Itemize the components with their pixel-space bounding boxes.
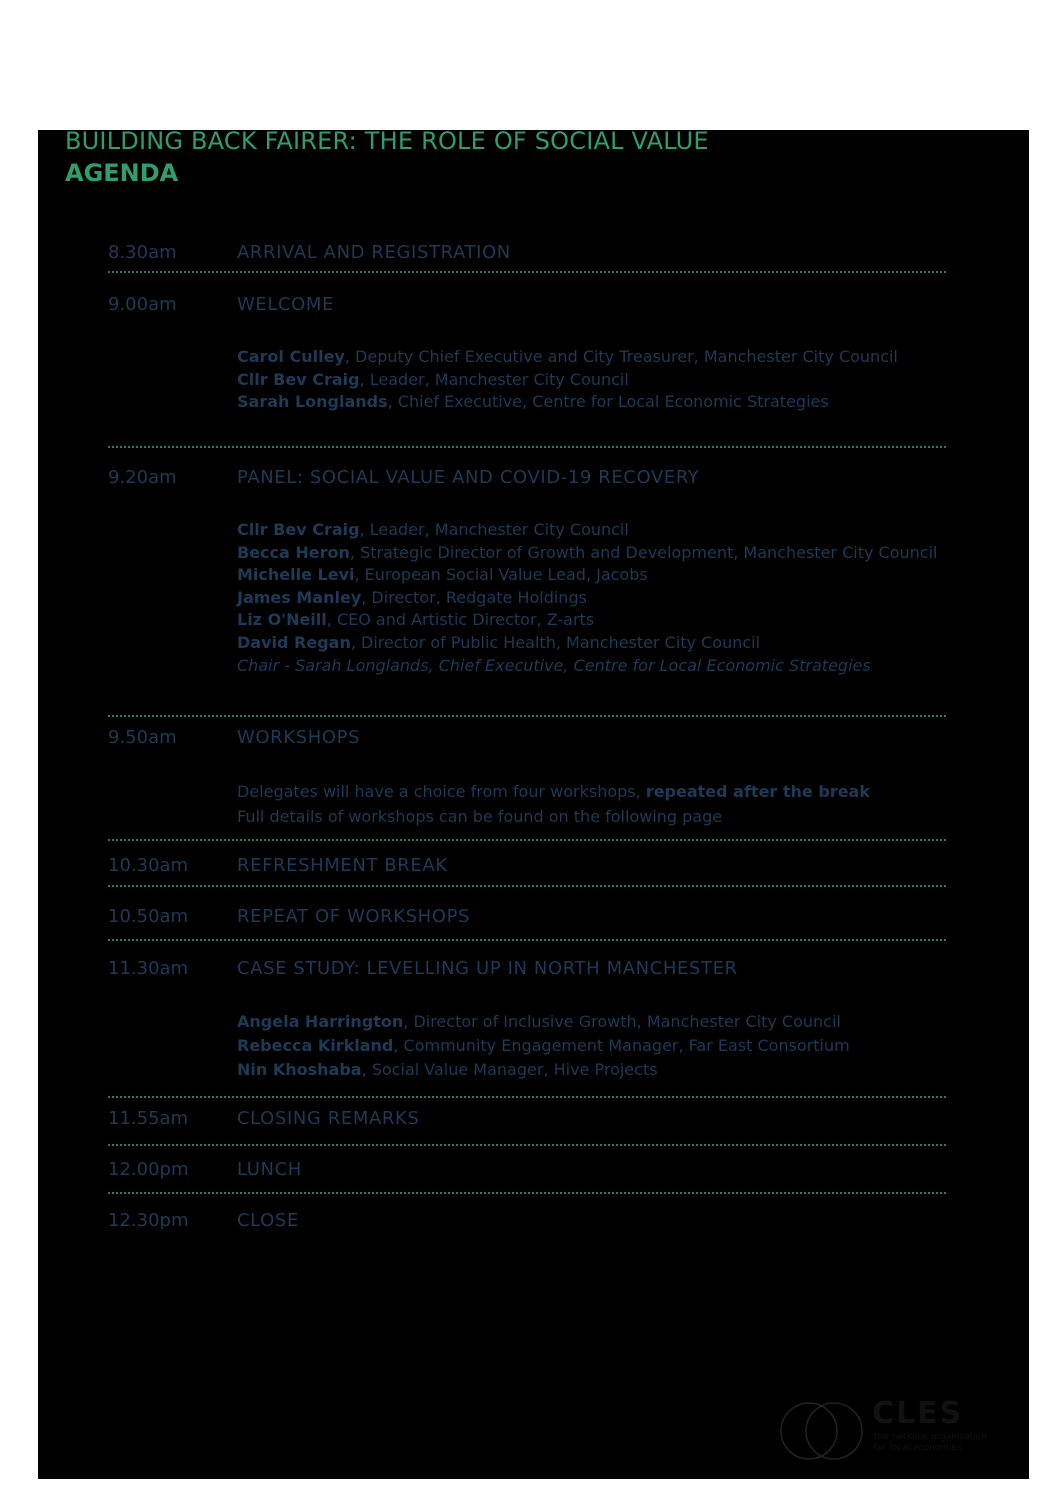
agenda-time: 12.30pm bbox=[108, 1210, 189, 1231]
speaker-role: , Community Engagement Manager, Far East Consortium bbox=[393, 1036, 850, 1055]
speaker-role: , Director of Public Health, Manchester City Council bbox=[350, 632, 761, 652]
speaker-role: , Chief Executive, Centre for Local Economic Strategies bbox=[387, 392, 829, 412]
speaker bbox=[237, 369, 898, 392]
agenda-time: 11.30am bbox=[108, 958, 189, 979]
speaker bbox=[237, 1058, 850, 1082]
workshop-note bbox=[237, 779, 870, 829]
logo-wordmark: CLES bbox=[872, 1396, 964, 1431]
speaker-name: Cllr Bev Craig bbox=[237, 520, 360, 539]
logo-tagline: for local economies bbox=[874, 1443, 962, 1453]
note-emphasis: repeated after the break bbox=[645, 782, 870, 801]
speaker-role: , Leader, Manchester City Council bbox=[359, 369, 629, 389]
speaker-name: Liz O'Neill bbox=[237, 610, 327, 630]
agenda-time: 9.50am bbox=[108, 727, 177, 748]
separator bbox=[108, 1144, 946, 1146]
speaker-name: Cllr Bev Craig bbox=[237, 369, 360, 389]
note-text: Full details of workshops can be found on the following page bbox=[237, 807, 723, 826]
cles-logo bbox=[778, 1396, 1018, 1462]
speaker-role: , Social Value Manager, Hive Projects bbox=[361, 1060, 658, 1079]
note-text: Delegates will have a choice from four workshops, bbox=[237, 782, 646, 801]
agenda-time: 9.20am bbox=[108, 467, 177, 488]
speaker-name: James Manley bbox=[237, 587, 362, 607]
speaker bbox=[237, 587, 937, 610]
speaker bbox=[237, 609, 937, 632]
speaker-role: , Director of Inclusive Growth, Manchester City Council bbox=[403, 1012, 841, 1031]
agenda-time: 8.30am bbox=[108, 242, 177, 263]
speaker bbox=[237, 391, 898, 414]
speaker-name: Becca Heron bbox=[237, 542, 350, 562]
agenda-label: WORKSHOPS bbox=[237, 727, 361, 748]
speaker bbox=[237, 346, 898, 369]
speaker-role: , European Social Value Lead, Jacobs bbox=[354, 565, 648, 585]
agenda-label: CLOSE bbox=[237, 1210, 299, 1231]
agenda-label: REPEAT OF WORKSHOPS bbox=[237, 906, 471, 927]
agenda-label: ARRIVAL AND REGISTRATION bbox=[237, 242, 511, 263]
separator bbox=[108, 271, 946, 273]
agenda-time: 11.55am bbox=[108, 1108, 189, 1129]
logo-tagline: the national organisation bbox=[874, 1432, 987, 1442]
agenda-label: LUNCH bbox=[237, 1159, 302, 1180]
speaker bbox=[237, 519, 937, 542]
speaker-name: David Regan bbox=[237, 632, 351, 652]
speaker bbox=[237, 564, 937, 587]
speaker bbox=[237, 632, 937, 655]
speaker-role: , Leader, Manchester City Council bbox=[359, 520, 629, 539]
speaker-role: , Deputy Chief Executive and City Treasurer, Manchester City Council bbox=[344, 347, 898, 366]
separator bbox=[108, 839, 946, 841]
speaker bbox=[237, 1010, 850, 1034]
agenda-label: PANEL: SOCIAL VALUE AND COVID-19 RECOVERY bbox=[237, 467, 700, 488]
agenda-label: REFRESHMENT BREAK bbox=[237, 855, 448, 876]
agenda-time: 10.30am bbox=[108, 855, 189, 876]
agenda-label: WELCOME bbox=[237, 294, 335, 315]
separator bbox=[108, 1096, 946, 1098]
separator bbox=[108, 1192, 946, 1194]
page-subtitle: AGENDA bbox=[65, 159, 179, 187]
cles-rings-icon bbox=[778, 1400, 868, 1462]
speaker bbox=[237, 1034, 850, 1058]
agenda-time: 9.00am bbox=[108, 294, 177, 315]
speaker-name: Sarah Longlands bbox=[237, 392, 388, 412]
panel-chair: Chair - Sarah Longlands, Chief Executive, Centre for Local Economic Strategies bbox=[237, 655, 871, 675]
agenda-label: CLOSING REMARKS bbox=[237, 1108, 420, 1129]
speaker bbox=[237, 542, 937, 565]
speaker-name: Rebecca Kirkland bbox=[237, 1036, 394, 1055]
speaker-list bbox=[237, 519, 937, 677]
speaker-role: , Director, Redgate Holdings bbox=[361, 587, 587, 607]
separator bbox=[108, 446, 946, 448]
page-title: BUILDING BACK FAIRER: THE ROLE OF SOCIAL VALUE bbox=[65, 127, 709, 155]
speaker-name: Michelle Levi bbox=[237, 565, 355, 585]
separator bbox=[108, 715, 946, 717]
separator bbox=[108, 939, 946, 941]
separator bbox=[108, 885, 946, 887]
speaker-role: , Strategic Director of Growth and Development, Manchester City Council bbox=[349, 542, 938, 562]
speaker-name: Angela Harrington bbox=[237, 1012, 404, 1031]
speaker-name: Nin Khoshaba bbox=[237, 1060, 362, 1079]
agenda-label: CASE STUDY: LEVELLING UP IN NORTH MANCHESTER bbox=[237, 958, 738, 979]
speaker-role: , CEO and Artistic Director, Z-arts bbox=[326, 610, 595, 630]
speaker-name: Carol Culley bbox=[237, 347, 345, 366]
agenda-time: 10.50am bbox=[108, 906, 189, 927]
speaker-list bbox=[237, 1010, 850, 1082]
speaker-list bbox=[237, 346, 898, 414]
agenda-time: 12.00pm bbox=[108, 1159, 189, 1180]
